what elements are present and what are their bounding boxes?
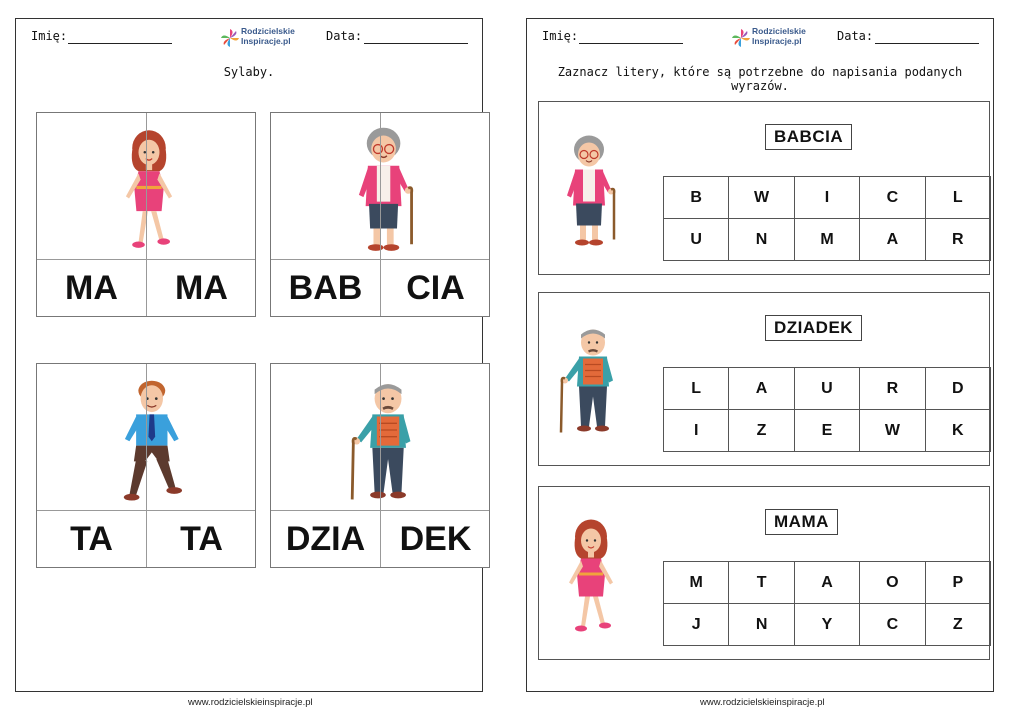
letter-cell[interactable]: D: [925, 368, 990, 410]
letter-cell[interactable]: N: [729, 219, 794, 261]
letter-grid: [663, 367, 991, 452]
date-field-line: [875, 43, 979, 44]
grandpa-figure-icon: [551, 303, 631, 458]
letter-grid: [663, 176, 991, 261]
letter-cell[interactable]: P: [925, 562, 990, 604]
letter-cell[interactable]: K: [925, 410, 990, 452]
letter-cell[interactable]: R: [925, 219, 990, 261]
logo-line-1: Rodzicielskie: [241, 26, 295, 36]
footer-url-left: www.rodzicielskieinspiracje.pl: [188, 697, 313, 708]
woman-figure-icon: [551, 497, 631, 652]
name-field-line: [579, 43, 683, 44]
syllable-right: MA: [175, 268, 228, 307]
syllable-left: TA: [70, 519, 113, 558]
syllable-card-mama: [36, 112, 256, 317]
letter-cell[interactable]: M: [794, 219, 859, 261]
target-word: MAMA: [765, 509, 838, 535]
logo-pinwheel-icon: [732, 29, 750, 47]
letter-cell[interactable]: A: [729, 368, 794, 410]
date-field-line: [364, 43, 468, 44]
syllable-right: DEK: [399, 519, 472, 558]
letter-cell[interactable]: C: [860, 177, 925, 219]
letter-cell[interactable]: A: [860, 219, 925, 261]
syllable-left: MA: [65, 268, 118, 307]
sheet-title: Sylaby.: [223, 65, 275, 79]
worksheet-right: [526, 18, 994, 692]
letter-cell[interactable]: N: [729, 604, 794, 646]
grandma-figure-icon: [551, 112, 631, 267]
date-label: Data:: [837, 29, 874, 43]
letter-cell[interactable]: W: [860, 410, 925, 452]
letter-cell[interactable]: J: [664, 604, 729, 646]
name-label: Imię:: [31, 29, 68, 43]
logo: [732, 25, 822, 51]
letter-cell[interactable]: B: [664, 177, 729, 219]
letter-cell[interactable]: I: [794, 177, 859, 219]
syllable-card-babcia: [270, 112, 490, 317]
logo-pinwheel-icon: [221, 29, 239, 47]
logo-line-2: Inspiracje.pl: [752, 36, 802, 46]
syllable-right: CIA: [406, 268, 465, 307]
letter-cell[interactable]: I: [664, 410, 729, 452]
letter-cell[interactable]: Y: [794, 604, 859, 646]
logo: [221, 25, 311, 51]
logo-text: [752, 26, 806, 46]
exercise-babcia: [538, 101, 990, 275]
logo-line-2: Inspiracje.pl: [241, 36, 291, 46]
letter-cell[interactable]: L: [664, 368, 729, 410]
letter-cell[interactable]: O: [860, 562, 925, 604]
letter-cell[interactable]: T: [729, 562, 794, 604]
letter-cell[interactable]: Z: [729, 410, 794, 452]
logo-line-1: Rodzicielskie: [752, 26, 806, 36]
worksheet-left: [15, 18, 483, 692]
letter-cell[interactable]: U: [664, 219, 729, 261]
syllable-card-dziadek: [270, 363, 490, 568]
letter-cell[interactable]: C: [860, 604, 925, 646]
target-word: DZIADEK: [765, 315, 862, 341]
syllable-left: BAB: [288, 268, 363, 307]
footer-url-right: www.rodzicielskieinspiracje.pl: [700, 697, 825, 708]
letter-grid: [663, 561, 991, 646]
letter-cell[interactable]: M: [664, 562, 729, 604]
exercise-dziadek: [538, 292, 990, 466]
exercise-mama: [538, 486, 990, 660]
letter-cell[interactable]: E: [794, 410, 859, 452]
letter-cell[interactable]: W: [729, 177, 794, 219]
syllable-card-tata: [36, 363, 256, 568]
name-field-line: [68, 43, 172, 44]
letter-cell[interactable]: L: [925, 177, 990, 219]
name-label: Imię:: [542, 29, 579, 43]
target-word: BABCIA: [765, 124, 852, 150]
letter-cell[interactable]: Z: [925, 604, 990, 646]
syllable-right: TA: [180, 519, 223, 558]
letter-cell[interactable]: A: [794, 562, 859, 604]
letter-cell[interactable]: R: [860, 368, 925, 410]
logo-text: [241, 26, 295, 46]
letter-cell[interactable]: U: [794, 368, 859, 410]
date-label: Data:: [326, 29, 363, 43]
syllable-left: DZIA: [285, 519, 366, 558]
instruction-text: Zaznacz litery, które są potrzebne do napisania podanych wyrazów.: [557, 65, 963, 93]
